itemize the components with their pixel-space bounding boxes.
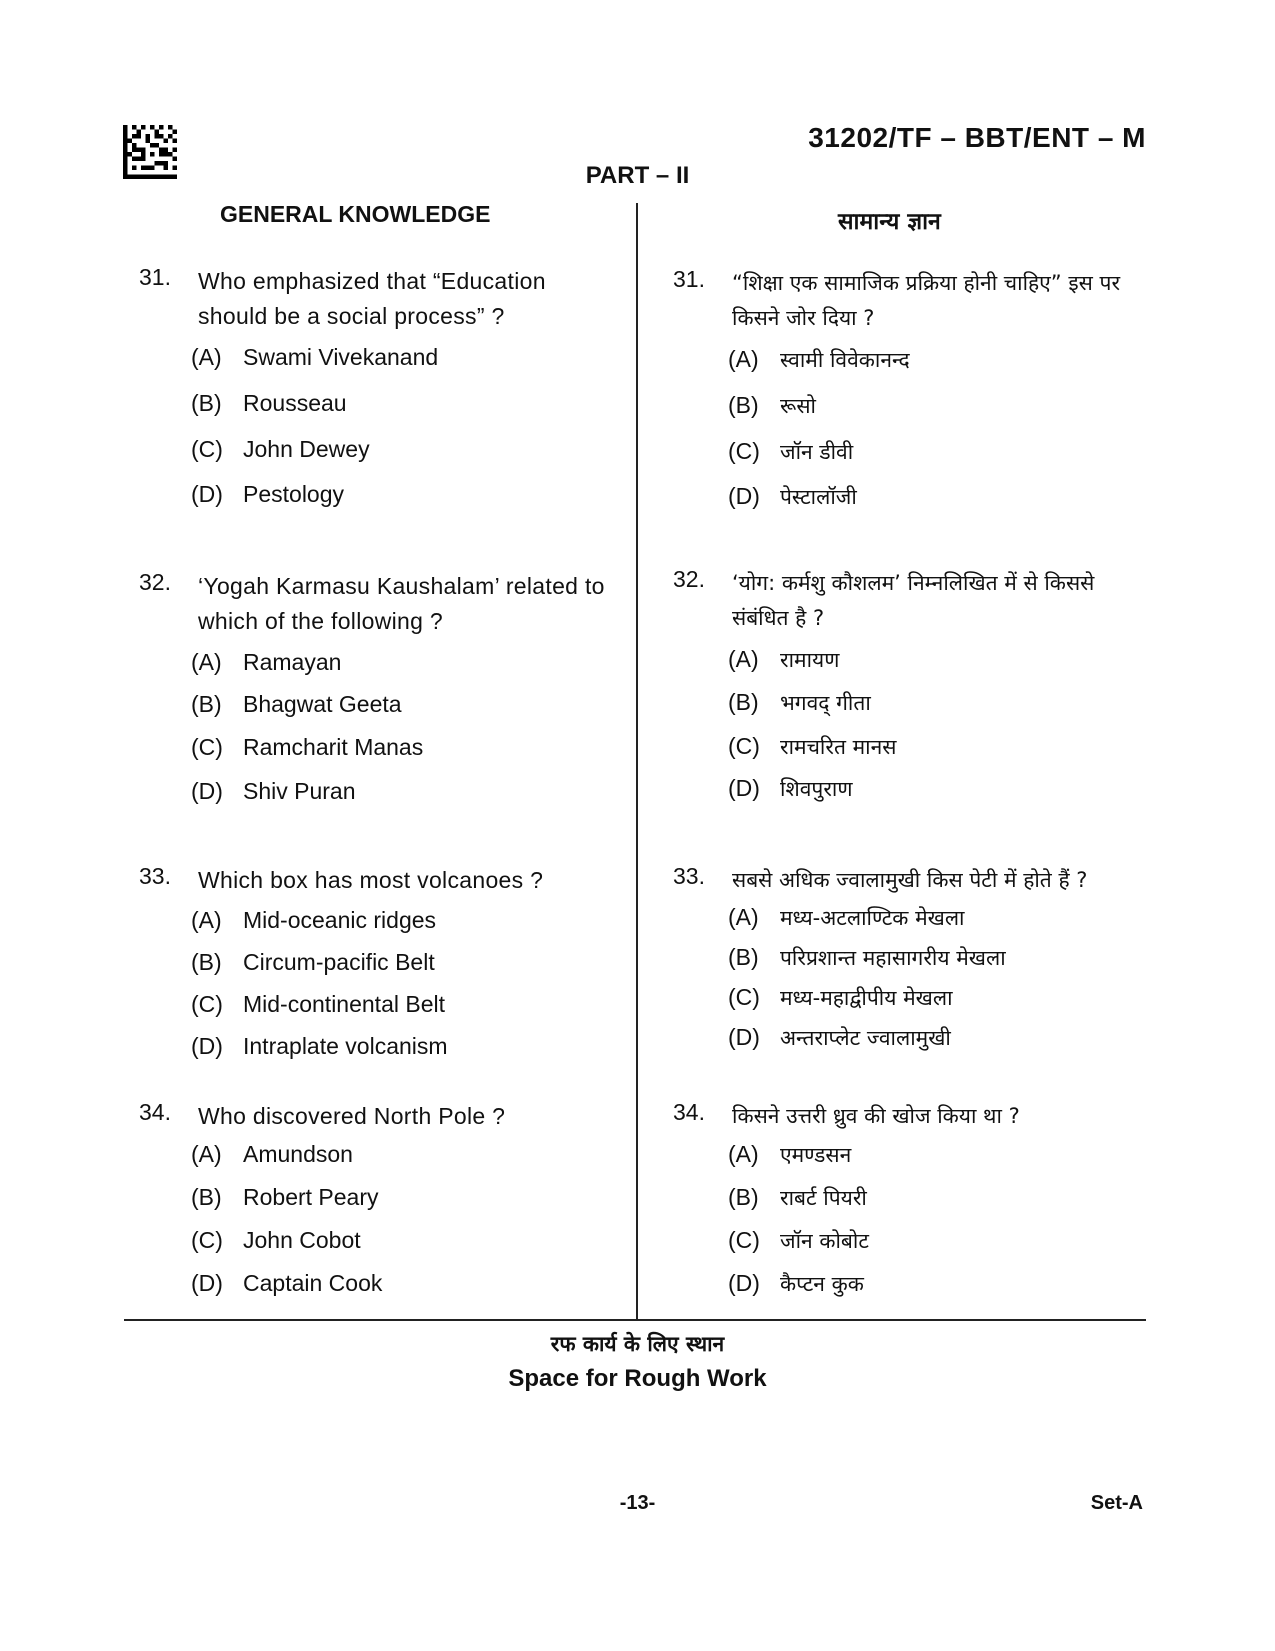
option-b: (B) Robert Peary xyxy=(191,1184,379,1210)
option-b: (B) भगवद् गीता xyxy=(728,689,871,715)
option-b: (B) परिप्रशान्त महासागरीय मेखला xyxy=(728,944,1006,970)
option-d: (D) Intraplate volcanism xyxy=(191,1033,448,1059)
option-c: (C) रामचरित मानस xyxy=(728,733,897,759)
option-a: (A) Amundson xyxy=(191,1141,353,1167)
option-b: (B) राबर्ट पियरी xyxy=(728,1184,867,1210)
option-a: (A) Mid-oceanic ridges xyxy=(191,907,437,933)
page-number: -13- xyxy=(619,1492,656,1514)
rough-work-label-english: Space for Rough Work xyxy=(508,1365,767,1392)
option-b: (B) Bhagwat Geeta xyxy=(191,691,402,717)
option-a: (A) स्वामी विवेकानन्द xyxy=(728,346,910,372)
option-c: (C) John Cobot xyxy=(191,1227,361,1253)
option-d: (D) Shiv Puran xyxy=(191,778,356,804)
question-number: 32. xyxy=(139,569,171,595)
question-text: किसने उत्तरी ध्रुव की खोज किया था ? xyxy=(732,1104,1020,1128)
option-d: (D) शिवपुराण xyxy=(728,775,853,801)
option-b: (B) Circum-pacific Belt xyxy=(191,949,435,975)
option-b: (B) Rousseau xyxy=(191,390,347,416)
question-text: Who discovered North Pole ? xyxy=(198,1103,506,1129)
heading-english: GENERAL KNOWLEDGE xyxy=(220,201,491,227)
question-text: ‘योग: कर्मशु कौशलम’ निम्नलिखित में से किससे संबंधित है ? xyxy=(732,571,1095,630)
set-label: Set-A xyxy=(1090,1492,1143,1514)
option-c: (C) मध्य-महाद्वीपीय मेखला xyxy=(728,984,953,1010)
question-text: Which box has most volcanoes ? xyxy=(198,867,544,893)
question-number: 33. xyxy=(673,863,705,889)
question-number: 34. xyxy=(673,1099,705,1125)
question-number: 34. xyxy=(139,1099,171,1125)
question-text: सबसे अधिक ज्वालामुखी किस पेटी में होते हैं ? xyxy=(732,868,1088,892)
column-divider xyxy=(636,203,638,1319)
part-title: PART – II xyxy=(585,162,690,189)
question-text: “शिक्षा एक सामाजिक प्रक्रिया होनी चाहिए” इस पर किसने जोर दिया ? xyxy=(732,271,1121,330)
option-a: (A) मध्य-अटलाण्टिक मेखला xyxy=(728,904,965,930)
option-c: (C) Ramcharit Manas xyxy=(191,734,424,760)
option-c: (C) जॉन कोबोट xyxy=(728,1227,869,1253)
option-d: (D) Pestology xyxy=(191,481,345,507)
option-d: (D) कैप्टन कुक xyxy=(728,1270,864,1296)
heading-hindi: सामान्य ज्ञान xyxy=(838,209,941,235)
question-number: 31. xyxy=(139,264,171,290)
option-c: (C) John Dewey xyxy=(191,436,370,462)
rough-work-label-hindi: रफ कार्य के लिए स्थान xyxy=(550,1332,725,1356)
question-number: 32. xyxy=(673,566,705,592)
question-text: ‘Yogah Karmasu Kaushalam’ related to which of the following ? xyxy=(198,573,605,634)
option-c: (C) Mid-continental Belt xyxy=(191,991,445,1017)
option-a: (A) Ramayan xyxy=(191,649,342,675)
option-c: (C) जॉन डीवी xyxy=(728,438,854,464)
option-a: (A) एमण्डसन xyxy=(728,1141,852,1167)
question-number: 33. xyxy=(139,863,171,889)
option-d: (D) पेस्टालॉजी xyxy=(728,483,857,509)
question-text: Who emphasized that “Education should be a social process” ? xyxy=(198,268,546,329)
paper-code: 31202/TF – BBT/ENT – M xyxy=(808,122,1146,153)
option-d: (D) अन्तराप्लेट ज्वालामुखी xyxy=(728,1024,951,1050)
option-a: (A) रामायण xyxy=(728,646,840,672)
question-number: 31. xyxy=(673,266,705,292)
option-d: (D) Captain Cook xyxy=(191,1270,383,1296)
option-a: (A) Swami Vivekanand xyxy=(191,344,439,370)
horizontal-rule xyxy=(124,1319,1146,1321)
option-b: (B) रूसो xyxy=(728,392,816,418)
